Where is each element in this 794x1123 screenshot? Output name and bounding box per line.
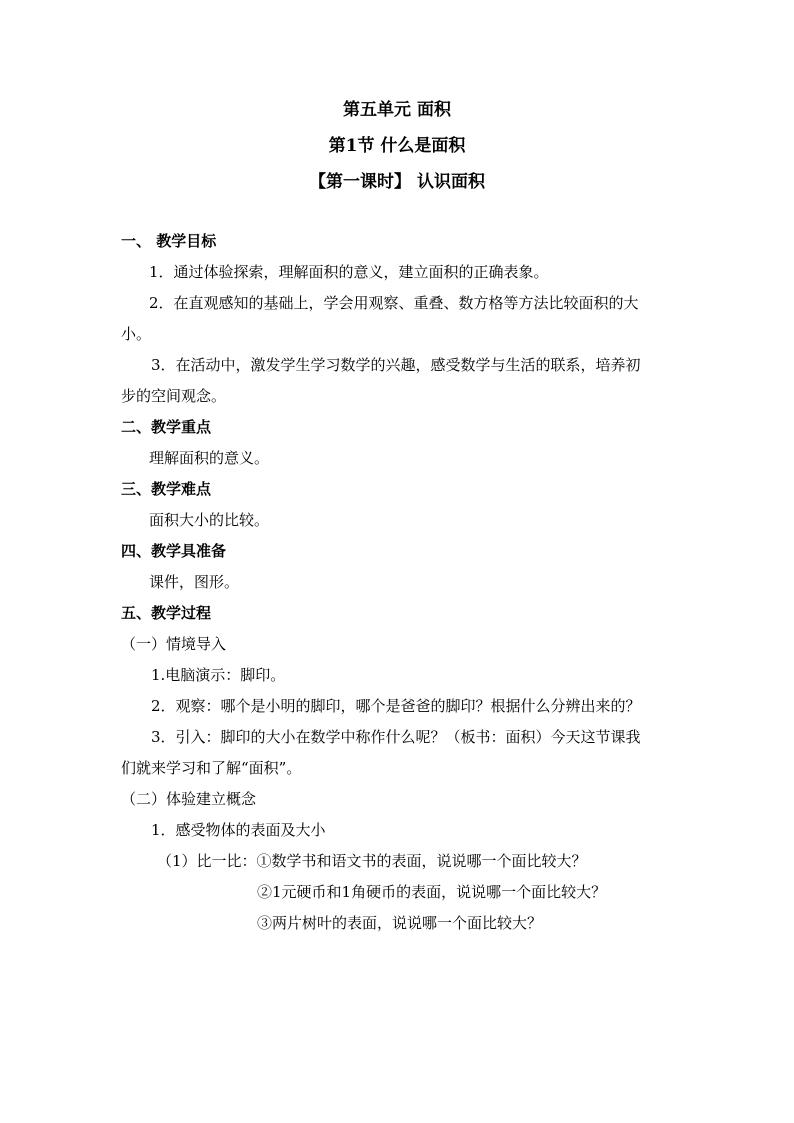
process-1-1: 1.电脑演示：脚印。 xyxy=(151,666,286,684)
heading-difficulties: 三、教学难点 xyxy=(121,480,212,498)
process-2-1-3: ③两片树叶的表面，说说哪一个面比较大？ xyxy=(257,914,543,932)
process-2-1-1: （1）比一比：①数学书和语文书的表面，说说哪一个面比较大？ xyxy=(157,852,587,870)
process-1-2: 2．观察：哪个是小明的脚印，哪个是爸爸的脚印？根据什么分辨出来的？ xyxy=(151,697,641,715)
section-title: 第1节 什么是面积 xyxy=(328,136,466,156)
part-2-heading: （二）体验建立概念 xyxy=(121,790,257,808)
objective-3-line2: 步的空间观念。 xyxy=(121,387,227,405)
title-block xyxy=(0,92,794,200)
process-2-1: 1．感受物体的表面及大小 xyxy=(151,821,326,839)
heading-teaching-objectives: 一、 教学目标 xyxy=(121,232,217,250)
objective-2-line2: 小。 xyxy=(121,325,152,343)
unit-title: 第五单元 面积 xyxy=(343,100,451,120)
materials-text: 课件，图形。 xyxy=(149,573,240,591)
part-1-heading: （一）情境导入 xyxy=(121,635,227,653)
process-2-1-2: ②1元硬币和1角硬币的表面，说说哪一个面比较大？ xyxy=(257,883,607,901)
objective-1: 1．通过体验探索，理解面积的意义，建立面积的正确表象。 xyxy=(149,263,549,281)
objective-2-line1: 2．在直观感知的基础上，学会用观察、重叠、数方格等方法比较面积的大 xyxy=(149,294,639,312)
objective-3-line1: 3．在活动中，激发学生学习数学的兴趣，感受数学与生活的联系，培养初 xyxy=(151,356,641,374)
lesson-title: 【第一课时】 认识面积 xyxy=(309,172,485,192)
difficulties-text: 面积大小的比较。 xyxy=(149,511,270,529)
key-points-text: 理解面积的意义。 xyxy=(149,449,270,467)
process-1-3-line1: 3．引入：脚印的大小在数学中称作什么呢？（板书：面积）今天这节课我 xyxy=(151,728,641,746)
heading-materials: 四、教学具准备 xyxy=(121,542,227,560)
document-body xyxy=(121,226,677,939)
heading-key-points: 二、教学重点 xyxy=(121,418,212,436)
heading-teaching-process: 五、教学过程 xyxy=(121,604,212,622)
process-1-3-line2: 们就来学习和了解“面积”。 xyxy=(121,759,302,777)
